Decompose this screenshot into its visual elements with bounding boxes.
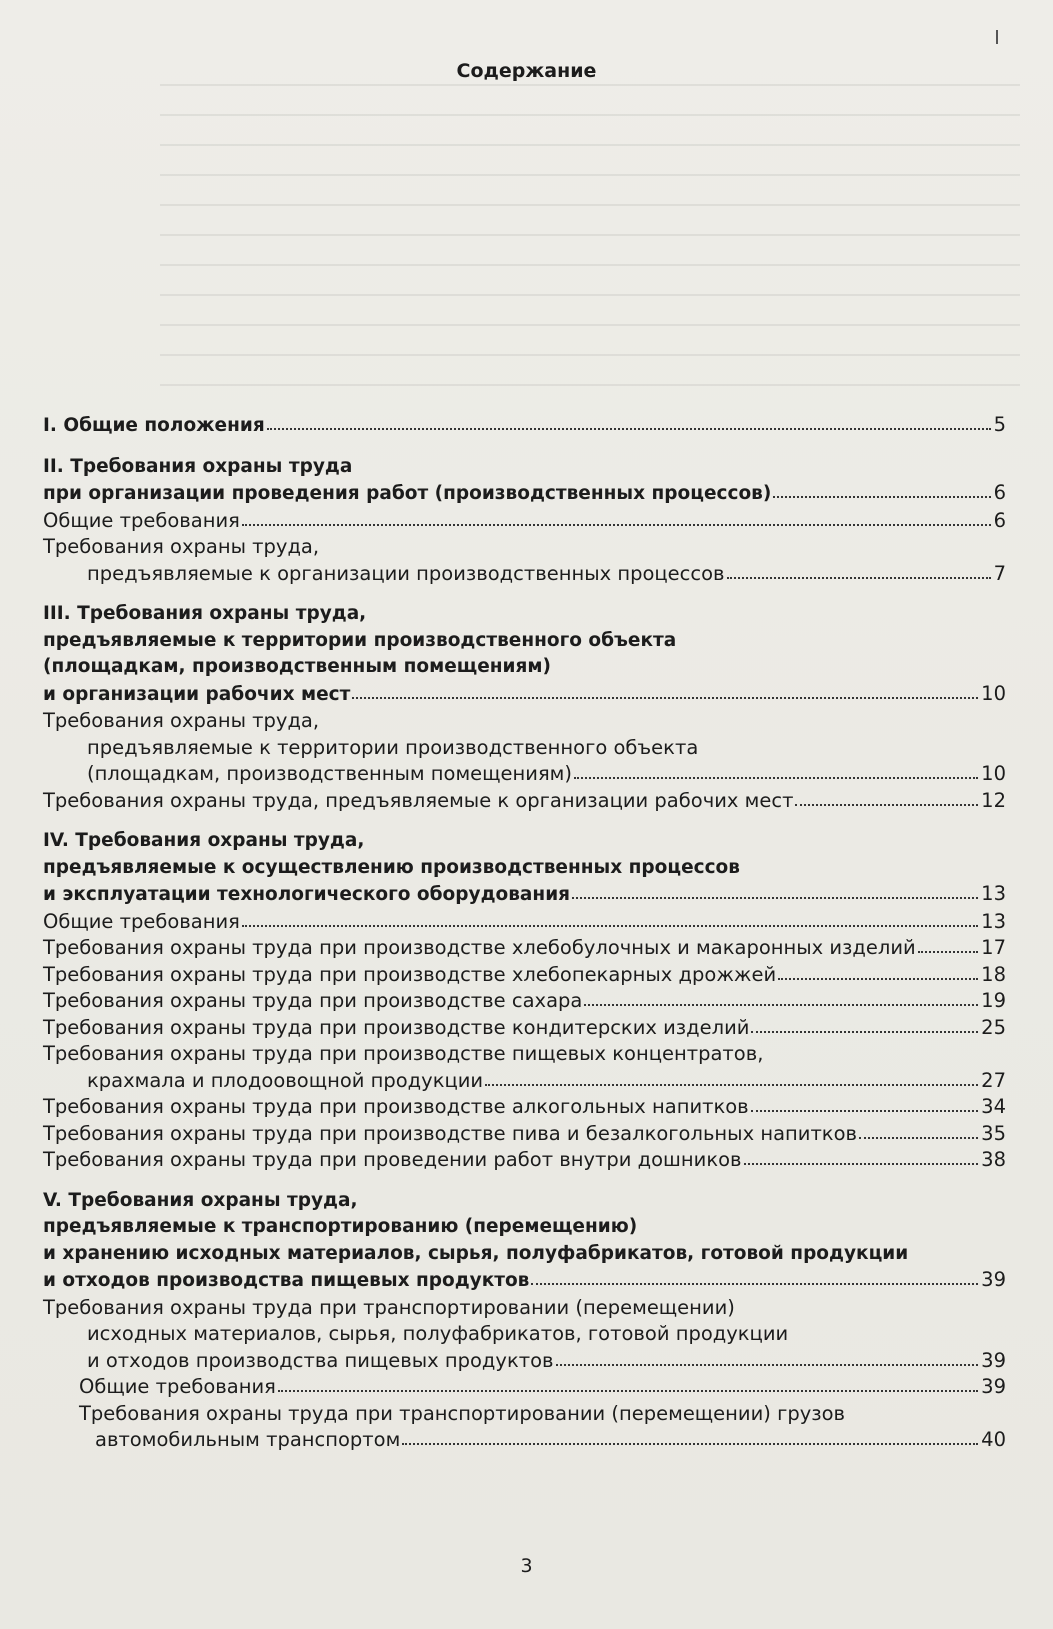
leader-dots [352, 694, 978, 699]
section-heading-line: II. Требования охраны труда [43, 455, 353, 477]
toc-entry-text: Требования охраны труда при производстве сахара [43, 989, 583, 1012]
toc-entry-text: Требования охраны труда при производстве алкогольных напитков [43, 1095, 749, 1118]
corner-mark [996, 30, 998, 44]
toc-page-number: 38 [981, 1148, 1006, 1171]
toc-item [43, 1147, 1006, 1174]
leader-dots [773, 493, 990, 498]
leader-dots [485, 1081, 978, 1086]
toc-page-number: 13 [981, 882, 1006, 905]
section-heading-line: III. Требования охраны труда, [43, 603, 367, 624]
toc-entry-text: Требования охраны труда при производстве хлебобулочных и макаронных изделий [43, 936, 916, 959]
toc-item-line: Требования охраны труда при транспортировании (перемещении) [43, 1295, 735, 1319]
section-heading-entry [43, 480, 1006, 508]
show-through-text [160, 62, 1020, 392]
section-heading-line: V. Требования охраны труда, [43, 1189, 358, 1211]
toc-entry-text: Требования охраны труда при производстве пива и безалкогольных напитков [43, 1121, 858, 1145]
leader-dots [572, 894, 978, 899]
toc-item-line: Требования охраны труда, [43, 709, 320, 732]
toc-entry-text: Общие требования [43, 909, 240, 933]
toc-page-number: 12 [981, 788, 1006, 812]
toc-item [43, 561, 1006, 588]
table-of-contents [43, 412, 1006, 1468]
toc-entry-text: Требования охраны труда при производстве кондитерских изделий [43, 1015, 750, 1039]
leader-dots [918, 948, 978, 953]
toc-page-number: 17 [981, 936, 1006, 959]
toc-item [43, 988, 1006, 1015]
toc-page-number: 40 [981, 1428, 1006, 1451]
leader-dots [795, 801, 978, 806]
toc-section [43, 601, 1006, 814]
section-heading-entry [43, 881, 1006, 909]
toc-item [43, 761, 1006, 788]
section-heading-line: предъявляемые к территории производственного объекта [43, 629, 677, 651]
toc-section [43, 1188, 1006, 1454]
section-heading-line: (площадкам, производственным помещениям) [43, 656, 551, 677]
toc-entry-text: и организации рабочих мест [43, 683, 351, 705]
toc-entry-text: (площадкам, производственным помещениям) [87, 762, 572, 785]
toc-entry-text: Требования охраны труда при производстве хлебопекарных дрожжей [43, 962, 777, 986]
toc-item [43, 1374, 1006, 1401]
toc-entry-text: крахмала и плодоовощной продукции [87, 1068, 484, 1092]
leader-dots [278, 1387, 978, 1392]
toc-entry-text: Общие требования [79, 1375, 276, 1398]
toc-item [43, 1427, 1006, 1454]
section-heading-line: и хранению исходных материалов, сырья, полуфабрикатов, готовой продукции [43, 1242, 909, 1264]
page-number: 3 [520, 1555, 533, 1577]
leader-dots [531, 1280, 978, 1285]
toc-item [43, 508, 1006, 535]
section-heading-entry [43, 1267, 1006, 1295]
leader-dots [242, 922, 978, 927]
toc-item [43, 909, 1006, 936]
toc-page-number: 10 [981, 681, 1006, 705]
toc-page-number: 6 [993, 508, 1006, 532]
toc-page-number: 39 [981, 1348, 1006, 1372]
leader-dots [751, 1028, 978, 1033]
toc-entry-text: при организации проведения работ (производственных процессов) [43, 483, 772, 504]
leader-dots [267, 425, 991, 430]
leader-dots [859, 1134, 978, 1139]
section-heading-line: предъявляемые к транспортированию (перемещению) [43, 1216, 638, 1237]
toc-section [43, 828, 1006, 1174]
toc-page-number: 27 [981, 1068, 1006, 1092]
toc-item [43, 1094, 1006, 1121]
toc-item-line: Требования охраны труда при производстве пищевых концентратов, [43, 1042, 764, 1065]
toc-page-number: 10 [981, 762, 1006, 785]
toc-entry-text: автомобильным транспортом [95, 1428, 401, 1451]
toc-item-line: предъявляемые к территории производственного объекта [87, 735, 699, 759]
toc-item [43, 935, 1006, 962]
toc-page-number: 6 [993, 481, 1006, 504]
toc-section [43, 454, 1006, 588]
toc-item [43, 1348, 1006, 1375]
toc-page-number: 18 [981, 962, 1006, 986]
toc-item [43, 1015, 1006, 1042]
toc-entry-text: Требования охраны труда, предъявляемые к организации рабочих мест [43, 788, 794, 812]
toc-section [43, 412, 1006, 440]
toc-entry-text: предъявляемые к организации производственных процессов [87, 561, 725, 585]
toc-page-number: 39 [981, 1375, 1006, 1398]
toc-page-number: 34 [981, 1095, 1006, 1118]
toc-page-number: 39 [981, 1268, 1006, 1291]
toc-item [43, 962, 1006, 989]
leader-dots [778, 975, 978, 980]
toc-entry-text: и отходов производства пищевых продуктов [87, 1348, 554, 1372]
toc-page-number: 7 [993, 561, 1006, 585]
leader-dots [584, 1001, 978, 1006]
toc-item [43, 1121, 1006, 1148]
toc-page-number: 19 [981, 989, 1006, 1012]
section-heading-entry [43, 681, 1006, 709]
toc-entry-text: Требования охраны труда при проведении работ внутри дошников [43, 1148, 742, 1171]
toc-item-line: исходных материалов, сырья, полуфабрикатов, готовой продукции [87, 1322, 789, 1345]
toc-item-line: Требования охраны труда, [43, 535, 320, 558]
leader-dots [402, 1440, 978, 1445]
toc-entry-text: и отходов производства пищевых продуктов [43, 1270, 530, 1291]
toc-page-number: 5 [993, 413, 1006, 436]
leader-dots [744, 1160, 979, 1165]
toc-entry-text: Общие требования [43, 508, 240, 532]
leader-dots [727, 574, 991, 579]
leader-dots [242, 521, 991, 526]
toc-item [43, 1068, 1006, 1095]
toc-item-line: Требования охраны труда при транспортировании (перемещении) грузов [79, 1401, 846, 1425]
toc-entry-text: и эксплуатации технологического оборудования [43, 884, 571, 905]
section-heading-line: IV. Требования охраны труда, [43, 830, 365, 851]
toc-entry-text: I. Общие положения [43, 415, 265, 436]
section-heading-line: предъявляемые к осуществлению производственных процессов [43, 856, 740, 878]
leader-dots [751, 1107, 978, 1112]
toc-page-number: 13 [981, 909, 1006, 933]
page-title: Содержание [456, 60, 597, 82]
toc-item [43, 788, 1006, 815]
section-heading-entry [43, 412, 1006, 440]
leader-dots [574, 774, 978, 779]
leader-dots [556, 1361, 979, 1366]
toc-page-number: 35 [981, 1121, 1006, 1145]
toc-page-number: 25 [981, 1015, 1006, 1039]
